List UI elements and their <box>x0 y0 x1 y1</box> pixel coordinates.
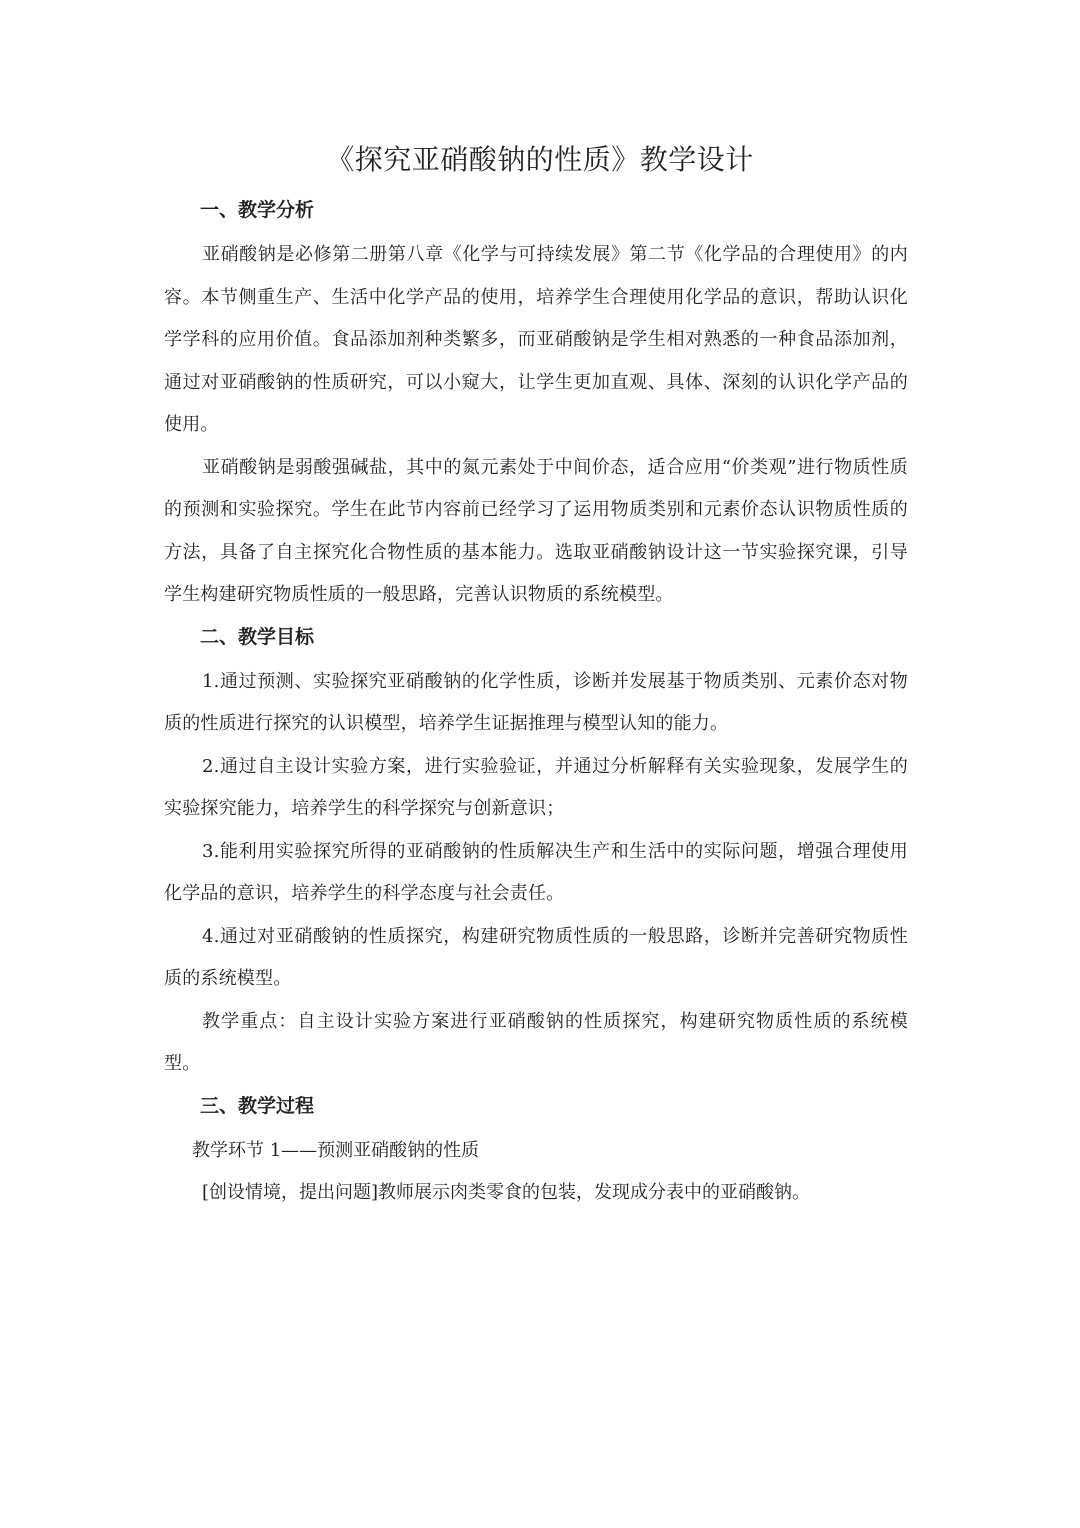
section-teaching-goals <box>164 619 908 1086</box>
goal-item: 2.通过自主设计实验方案，进行实验验证，并通过分析解释有关实验现象，发展学生的实验探究能力，培养学生的科学探究与创新意识； <box>164 755 908 819</box>
goal-item: 4.通过对亚硝酸钠的性质探究，构建研究物质性质的一般思路，诊断并完善研究物质性质的系统模型。 <box>164 925 908 989</box>
paragraph: 亚硝酸钠是必修第二册第八章《化学与可持续发展》第二节《化学品的合理使用》的内容。本节侧重生产、生活中化学产品的使用，培养学生合理使用化学品的意识，帮助认识化学学科的应用价值。食品添加剂种类繁多，而亚硝酸钠是学生相对熟悉的一种食品添加剂，通过对亚硝酸钠的性质研究，可以小窥大，让学生更加直观、具体、深刻的认识化学产品的使用。 <box>164 244 908 435</box>
teaching-focus: 教学重点：自主设计实验方案进行亚硝酸钠的性质探究，构建研究物质性质的系统模型。 <box>164 1010 908 1074</box>
section-teaching-process <box>164 1088 908 1214</box>
paragraph: 亚硝酸钠是弱酸强碱盐，其中的氮元素处于中间价态，适合应用“价类观”进行物质性质的预测和实验探究。学生在此节内容前已经学习了运用物质类别和元素价态认识物质性质的方法，具备了自主探究化合物性质的基本能力。选取亚硝酸钠设计这一节实验探究课，引导学生构建研究物质性质的一般思路，完善认识物质的系统模型。 <box>164 456 908 605</box>
section-heading: 二、教学目标 <box>200 625 315 648</box>
section-heading: 三、教学过程 <box>200 1094 315 1117</box>
goal-item: 1.通过预测、实验探究亚硝酸钠的化学性质，诊断并发展基于物质类别、元素价态对物质的性质进行探究的认识模型，培养学生证据推理与模型认知的能力。 <box>164 670 908 734</box>
document-body <box>164 192 908 1214</box>
teaching-step-line: 教学环节 1——预测亚硝酸钠的性质 <box>192 1139 480 1161</box>
goal-item: 3.能利用实验探究所得的亚硝酸钠的性质解决生产和生活中的实际问题，增强合理使用化学品的意识，培养学生的科学态度与社会责任。 <box>164 840 908 904</box>
document-title: 《探究亚硝酸钠的性质》教学设计 <box>326 143 754 176</box>
section-teaching-analysis <box>164 192 908 617</box>
section-heading: 一、教学分析 <box>200 199 315 221</box>
scenario-line: [创设情境，提出问题]教师展示肉类零食的包装，发现成分表中的亚硝酸钠。 <box>202 1181 811 1203</box>
